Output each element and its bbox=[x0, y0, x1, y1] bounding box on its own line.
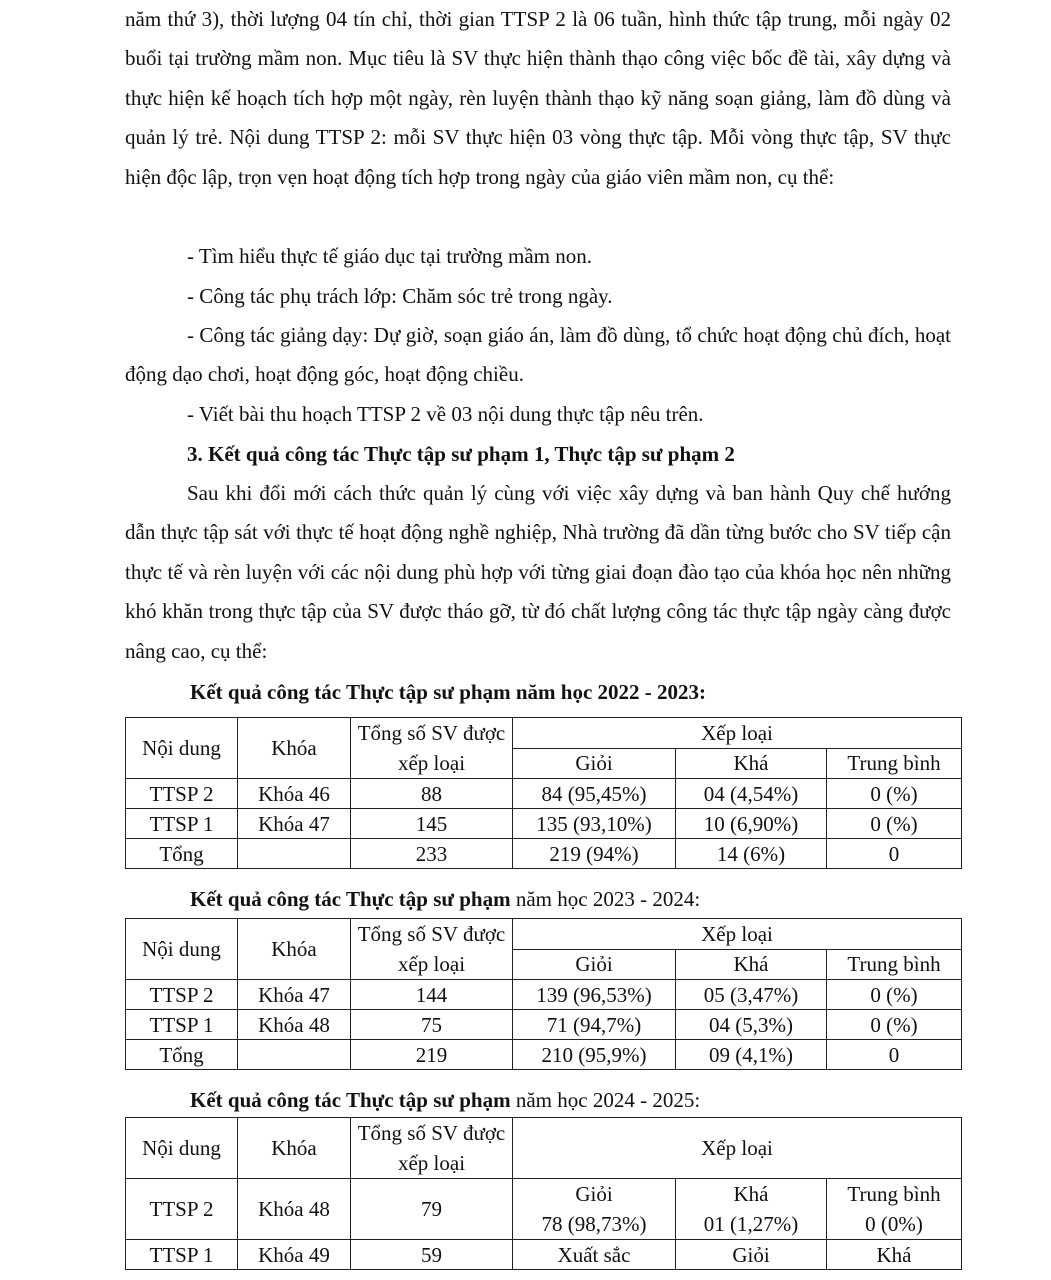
cell-course: Khóa 49 bbox=[238, 1240, 351, 1270]
section-heading: 3. Kết quả công tác Thực tập sư phạm 1, Thực tập sư phạm 2 bbox=[187, 442, 735, 466]
header-total: Tổng số SV được xếp loại bbox=[351, 919, 513, 980]
table-row bbox=[126, 980, 962, 1010]
cell-content: TTSP 2 bbox=[126, 980, 238, 1010]
cell-excellent: 139 (96,53%) bbox=[513, 980, 676, 1010]
header-course: Khóa bbox=[238, 919, 351, 980]
cell-average: 0 bbox=[827, 1040, 962, 1070]
table-row-total bbox=[126, 839, 962, 869]
table-caption-bold: Kết quả công tác Thực tập sư phạm bbox=[190, 887, 511, 911]
cell-total: 75 bbox=[351, 1010, 513, 1040]
cell-label: Trung bình bbox=[847, 1182, 941, 1206]
cell-course bbox=[238, 839, 351, 869]
table-row bbox=[126, 1179, 962, 1240]
cell-value: 0 (0%) bbox=[865, 1212, 923, 1236]
cell-content: TTSP 2 bbox=[126, 779, 238, 809]
header-course: Khóa bbox=[238, 718, 351, 779]
table-caption-bold: Kết quả công tác Thực tập sư phạm năm học 2022 - 2023: bbox=[190, 680, 707, 704]
cell-average: 0 (%) bbox=[827, 1010, 962, 1040]
cell-excellent bbox=[513, 1179, 676, 1240]
header-content: Nội dung bbox=[126, 919, 238, 980]
header-good: Khá bbox=[676, 949, 827, 980]
cell-total: 59 bbox=[351, 1240, 513, 1270]
cell-good: 04 (4,54%) bbox=[676, 779, 827, 809]
bullet-item: - Công tác giảng dạy: Dự giờ, soạn giáo án, làm đồ dùng, tổ chức hoạt động chủ đích, hoạt động dạo chơi, hoạt động góc, hoạt động chiều. bbox=[125, 323, 951, 387]
cell-total: 145 bbox=[351, 809, 513, 839]
cell-course: Khóa 48 bbox=[238, 1179, 351, 1240]
cell-good: 09 (4,1%) bbox=[676, 1040, 827, 1070]
cell-total: 79 bbox=[351, 1179, 513, 1240]
bullet-item: - Công tác phụ trách lớp: Chăm sóc trẻ trong ngày. bbox=[187, 284, 613, 308]
header-rating: Xếp loại bbox=[513, 919, 962, 950]
cell-rating-1: Xuất sắc bbox=[513, 1240, 676, 1270]
cell-average bbox=[827, 1179, 962, 1240]
cell-content: Tổng bbox=[126, 839, 238, 869]
cell-course: Khóa 47 bbox=[238, 809, 351, 839]
cell-course bbox=[238, 1040, 351, 1070]
header-rating: Xếp loại bbox=[513, 1118, 962, 1179]
header-rating: Xếp loại bbox=[513, 718, 962, 749]
cell-good bbox=[676, 1179, 827, 1240]
cell-excellent: 210 (95,9%) bbox=[513, 1040, 676, 1070]
results-table-2024-2025 bbox=[125, 1117, 962, 1270]
cell-good: 05 (3,47%) bbox=[676, 980, 827, 1010]
cell-average: 0 bbox=[827, 839, 962, 869]
cell-content: TTSP 1 bbox=[126, 1240, 238, 1270]
cell-label: Giỏi bbox=[575, 1182, 613, 1206]
header-average: Trung bình bbox=[827, 949, 962, 980]
cell-average: 0 (%) bbox=[827, 779, 962, 809]
cell-good: 10 (6,90%) bbox=[676, 809, 827, 839]
header-excellent: Giỏi bbox=[513, 748, 676, 779]
intro-paragraph: năm thứ 3), thời lượng 04 tín chỉ, thời gian TTSP 2 là 06 tuần, hình thức tập trung, mỗi ngày 02 buổi tại trường mầm non. Mục tiêu là SV thực hiện thành thạo công việc bốc đề tài, xây dựng và thực hiện kế hoạch tích hợp một ngày, rèn luyện thành thạo kỹ năng soạn giảng, làm đồ dùng và quản lý trẻ. Nội dung TTSP 2: mỗi SV thực hiện 03 vòng thực tập. Mỗi vòng thực tập, SV thực hiện độc lập, trọn vẹn hoạt động tích hợp trong ngày của giáo viên mầm non, cụ thể: bbox=[125, 7, 951, 189]
table-row bbox=[126, 1240, 962, 1270]
cell-good: 14 (6%) bbox=[676, 839, 827, 869]
header-content: Nội dung bbox=[126, 1118, 238, 1179]
cell-course: Khóa 47 bbox=[238, 980, 351, 1010]
cell-total: 144 bbox=[351, 980, 513, 1010]
section-paragraph: Sau khi đổi mới cách thức quản lý cùng với việc xây dựng và ban hành Quy chế hướng dẫn thực tập sát với thực tế hoạt động nghề nghiệp, Nhà trường đã dần từng bước cho SV tiếp cận thực tế và rèn luyện với các nội dung phù hợp với từng giai đoạn đào tạo của khóa học nên những khó khăn trong thực tập của SV được tháo gỡ, từ đó chất lượng công tác thực tập ngày càng được nâng cao, cụ thể: bbox=[125, 481, 951, 663]
cell-rating-2: Giỏi bbox=[676, 1240, 827, 1270]
cell-course: Khóa 48 bbox=[238, 1010, 351, 1040]
header-total: Tổng số SV được xếp loại bbox=[351, 1118, 513, 1179]
cell-excellent: 84 (95,45%) bbox=[513, 779, 676, 809]
cell-label: Khá bbox=[733, 1182, 769, 1206]
header-good: Khá bbox=[676, 748, 827, 779]
table-row bbox=[126, 809, 962, 839]
cell-value: 01 (1,27%) bbox=[703, 1212, 799, 1236]
header-excellent: Giỏi bbox=[513, 949, 676, 980]
header-total: Tổng số SV được xếp loại bbox=[351, 718, 513, 779]
results-table-2023-2024 bbox=[125, 918, 962, 1070]
table-row-total bbox=[126, 1040, 962, 1070]
cell-content: TTSP 1 bbox=[126, 809, 238, 839]
table-caption bbox=[190, 1085, 700, 1115]
cell-total: 219 bbox=[351, 1040, 513, 1070]
results-table-2022-2023 bbox=[125, 717, 962, 869]
cell-content: Tổng bbox=[126, 1040, 238, 1070]
cell-excellent: 219 (94%) bbox=[513, 839, 676, 869]
cell-excellent: 71 (94,7%) bbox=[513, 1010, 676, 1040]
table-caption-bold: Kết quả công tác Thực tập sư phạm bbox=[190, 1088, 511, 1112]
cell-good: 04 (5,3%) bbox=[676, 1010, 827, 1040]
cell-total: 233 bbox=[351, 839, 513, 869]
cell-total: 88 bbox=[351, 779, 513, 809]
header-content: Nội dung bbox=[126, 718, 238, 779]
cell-content: TTSP 2 bbox=[126, 1179, 238, 1240]
cell-average: 0 (%) bbox=[827, 980, 962, 1010]
cell-rating-3: Khá bbox=[827, 1240, 962, 1270]
cell-excellent: 135 (93,10%) bbox=[513, 809, 676, 839]
table-caption bbox=[190, 677, 706, 707]
cell-course: Khóa 46 bbox=[238, 779, 351, 809]
bullet-item: - Viết bài thu hoạch TTSP 2 về 03 nội dung thực tập nêu trên. bbox=[187, 402, 704, 426]
cell-average: 0 (%) bbox=[827, 809, 962, 839]
table-row bbox=[126, 1010, 962, 1040]
table-caption-rest: năm học 2024 - 2025: bbox=[510, 1088, 701, 1112]
table-caption-rest: năm học 2023 - 2024: bbox=[510, 887, 701, 911]
table-caption bbox=[190, 884, 700, 914]
header-average: Trung bình bbox=[827, 748, 962, 779]
cell-value: 78 (98,73%) bbox=[541, 1212, 647, 1236]
table-row bbox=[126, 779, 962, 809]
bullet-item: - Tìm hiểu thực tế giáo dục tại trường mầm non. bbox=[187, 244, 592, 268]
header-course: Khóa bbox=[238, 1118, 351, 1179]
cell-content: TTSP 1 bbox=[126, 1010, 238, 1040]
